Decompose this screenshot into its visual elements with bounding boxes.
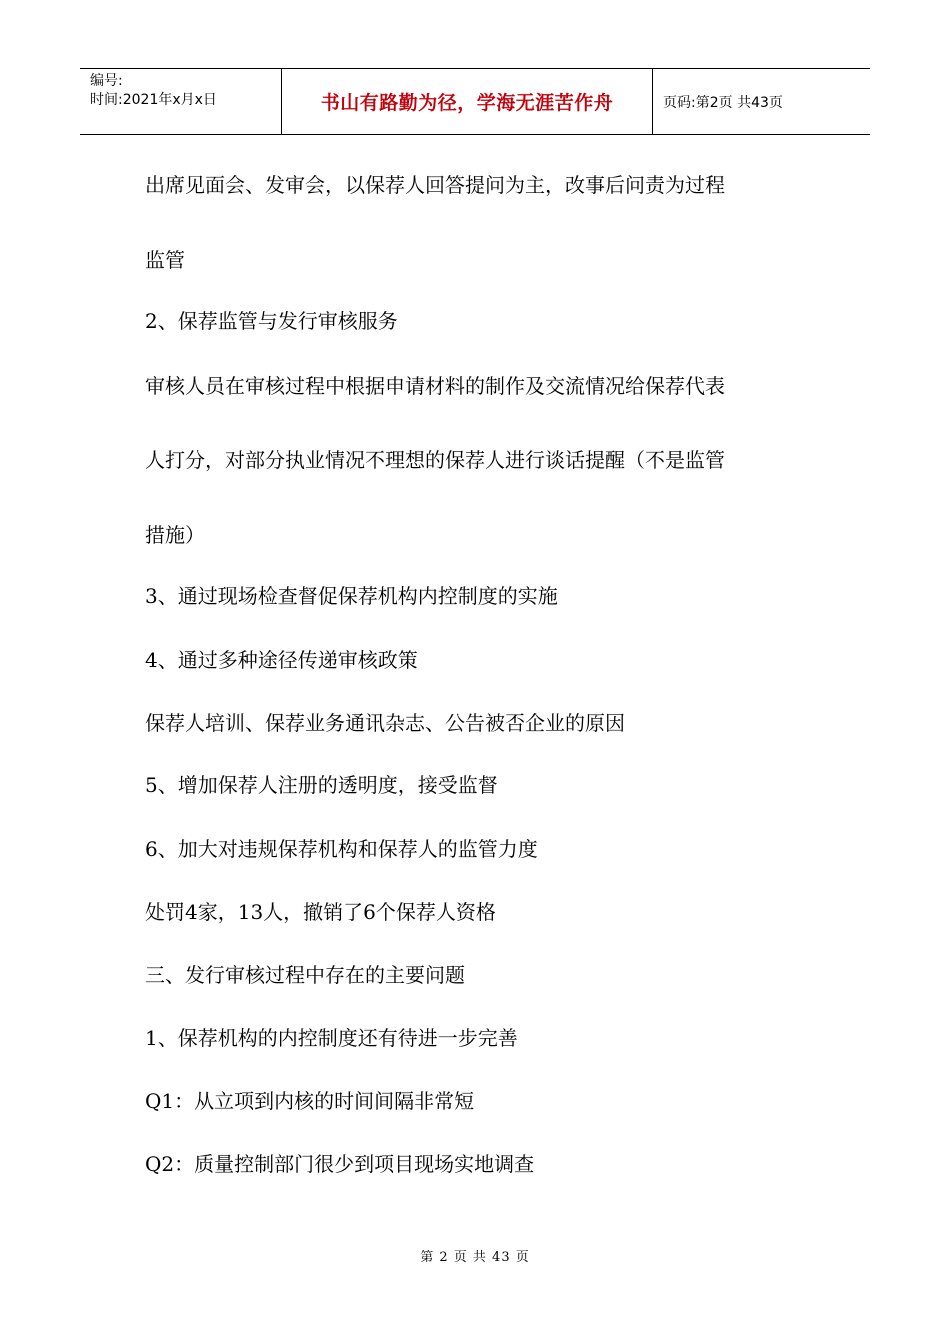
document-time-label: 时间:2021年x月x日: [90, 92, 217, 108]
body-line: 处罚4家，13人，撤销了6个保荐人资格: [145, 900, 496, 924]
header-motto: 书山有路勤为径，学海无涯苦作舟: [320, 92, 614, 114]
body-line: 保荐人培训、保荐业务通讯杂志、公告被否企业的原因: [145, 711, 625, 735]
page-footer: 第 2 页 共 43 页: [420, 1250, 530, 1265]
body-line: 监管: [145, 248, 185, 272]
chapter-heading: 三、发行审核过程中存在的主要问题: [145, 963, 465, 987]
question-line: Q2：质量控制部门很少到项目现场实地调查: [145, 1152, 535, 1176]
page-header: [80, 68, 870, 135]
section-heading: 4、通过多种途径传递审核政策: [145, 648, 418, 672]
header-motto-cell: [281, 69, 653, 134]
section-heading: 5、增加保荐人注册的透明度，接受监督: [145, 773, 498, 797]
section-heading: 2、保荐监管与发行审核服务: [145, 309, 398, 333]
body-line: 措施）: [145, 523, 205, 547]
document-number-label: 编号:: [90, 73, 123, 89]
section-heading: 3、通过现场检查督促保荐机构内控制度的实施: [145, 584, 558, 608]
header-meta: [80, 69, 281, 134]
body-line: 审核人员在审核过程中根据申请材料的制作及交流情况给保荐代表: [145, 374, 725, 398]
body-line: 出席见面会、发审会，以保荐人回答提问为主，改事后问责为过程: [145, 173, 725, 197]
section-heading: 6、加大对违规保荐机构和保荐人的监管力度: [145, 837, 538, 861]
header-page-info: 页码:第2页 共43页: [663, 94, 783, 111]
body-line: 人打分，对部分执业情况不理想的保荐人进行谈话提醒（不是监管: [145, 448, 725, 472]
section-heading: 1、保荐机构的内控制度还有待进一步完善: [145, 1026, 518, 1050]
question-line: Q1：从立项到内核的时间间隔非常短: [145, 1089, 475, 1113]
